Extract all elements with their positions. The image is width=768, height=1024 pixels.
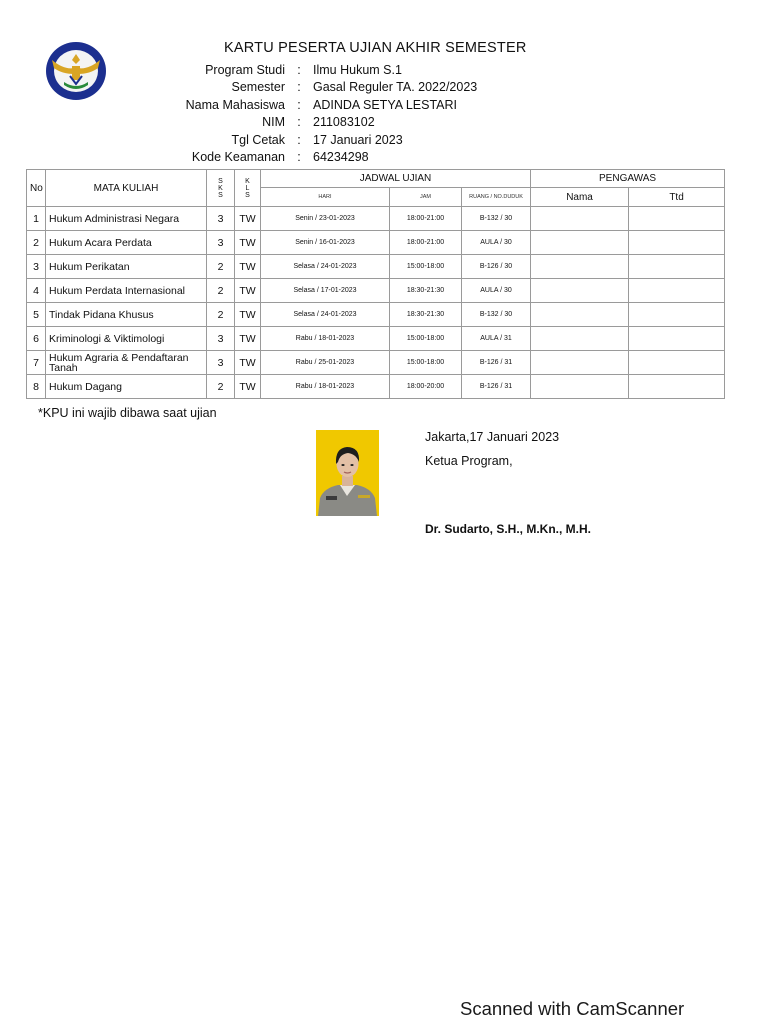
cell-hari: Rabu / 18-01-2023 [261,327,390,351]
table-row [27,231,725,255]
info-colon: : [297,132,301,147]
info-value: ADINDA SETYA LESTARI [313,97,458,112]
info-value: 64234298 [313,149,369,164]
cell-ruang: AULA / 30 [462,279,531,303]
header-sks [207,170,235,207]
header-kls-char: K [245,177,250,185]
cell-pengawas-nama [531,351,629,375]
info-value: Gasal Reguler TA. 2022/2023 [313,80,478,95]
cell-hari: Selasa / 17-01-2023 [261,279,390,303]
info-label: Tgl Cetak [231,132,285,147]
cell-pengawas-nama [531,327,629,351]
info-value: 17 Januari 2023 [313,132,403,147]
info-row-kode [150,149,477,166]
info-label: Kode Keamanan [191,149,285,164]
cell-sks: 2 [207,279,235,303]
cell-kls: TW [235,207,261,231]
note-text: *KPU ini wajib dibawa saat ujian [38,406,217,420]
info-colon: : [297,97,301,112]
info-row-semester [150,79,477,96]
header-jam: JAM [390,188,462,207]
cell-sks: 2 [207,255,235,279]
cell-no: 1 [27,207,46,231]
header-hari: HARI [261,188,390,207]
cell-no: 7 [27,351,46,375]
cell-hari: Senin / 23-01-2023 [261,207,390,231]
cell-ruang: B-126 / 30 [462,255,531,279]
table-row [27,351,725,375]
student-info [150,62,477,166]
cell-sks: 3 [207,231,235,255]
cell-pengawas-nama [531,375,629,399]
cell-pengawas-nama [531,231,629,255]
cell-sks: 3 [207,351,235,375]
table-row [27,207,725,231]
cell-pengawas-nama [531,303,629,327]
cell-pengawas-ttd [629,207,725,231]
cell-kls: TW [235,351,261,375]
cell-mata-kuliah: Tindak Pidana Khusus [46,303,207,327]
cell-hari: Selasa / 24-01-2023 [261,255,390,279]
table-row [27,255,725,279]
header-jadwal-ujian: JADWAL UJIAN [261,170,531,188]
info-colon: : [297,149,301,164]
cell-jam: 18:30-21:30 [390,279,462,303]
header-no: No [27,170,46,207]
cell-pengawas-nama [531,255,629,279]
camscanner-watermark: Scanned with CamScanner [460,998,685,1019]
table-row [27,303,725,327]
cell-pengawas-ttd [629,231,725,255]
cell-pengawas-ttd [629,303,725,327]
info-label: Nama Mahasiswa [185,97,285,112]
info-value: Ilmu Hukum S.1 [313,63,402,77]
info-label: Program Studi [205,63,285,77]
cell-jam: 18:30-21:30 [390,303,462,327]
cell-kls: TW [235,303,261,327]
cell-jam: 18:00-20:00 [390,375,462,399]
cell-no: 4 [27,279,46,303]
cell-pengawas-ttd [629,255,725,279]
info-colon: : [297,63,301,77]
cell-no: 5 [27,303,46,327]
table-row [27,279,725,303]
cell-no: 2 [27,231,46,255]
cell-ruang: B-132 / 30 [462,303,531,327]
cell-ruang: AULA / 30 [462,231,531,255]
info-row-nama [150,97,477,114]
cell-sks: 2 [207,375,235,399]
table-row [27,375,725,399]
cell-hari: Selasa / 24-01-2023 [261,303,390,327]
info-colon: : [297,80,301,95]
cell-no: 8 [27,375,46,399]
student-photo [316,430,379,516]
cell-pengawas-ttd [629,351,725,375]
header-sks-char: S [218,177,223,185]
header-pengawas: PENGAWAS [531,170,725,188]
exam-schedule-table [26,169,725,399]
cell-kls: TW [235,255,261,279]
info-label: Semester [231,80,285,95]
cell-kls: TW [235,327,261,351]
cell-ruang: B-126 / 31 [462,375,531,399]
header-ttd: Ttd [629,188,725,207]
cell-hari: Rabu / 18-01-2023 [261,375,390,399]
card-title: KARTU PESERTA UJIAN AKHIR SEMESTER [224,40,527,56]
cell-ruang: AULA / 31 [462,327,531,351]
cell-kls: TW [235,231,261,255]
cell-jam: 18:00-21:00 [390,207,462,231]
cell-kls: TW [235,375,261,399]
cell-mata-kuliah: Hukum Perikatan [46,255,207,279]
cell-pengawas-ttd [629,279,725,303]
cell-ruang: B-126 / 31 [462,351,531,375]
info-row-tgl-cetak [150,132,477,149]
university-eagle-emblem-icon [44,40,108,102]
signature-city-date: Jakarta,17 Januari 2023 [425,430,560,444]
cell-kls: TW [235,279,261,303]
cell-no: 3 [27,255,46,279]
cell-sks: 3 [207,207,235,231]
header-sks-char: S [218,191,223,199]
header-nama: Nama [531,188,629,207]
cell-mata-kuliah: Hukum Perdata Internasional [46,279,207,303]
cell-hari: Rabu / 25-01-2023 [261,351,390,375]
cell-hari: Senin / 16-01-2023 [261,231,390,255]
info-row-nim [150,114,477,131]
cell-pengawas-nama [531,279,629,303]
info-row-program [150,62,477,79]
cell-pengawas-ttd [629,327,725,351]
cell-mata-kuliah: Hukum Agraria & Pendaftaran Tanah [46,351,207,375]
signature-role: Ketua Program, [425,454,513,468]
cell-pengawas-ttd [629,375,725,399]
cell-ruang: B-132 / 30 [462,207,531,231]
cell-mata-kuliah: Hukum Acara Perdata [46,231,207,255]
cell-sks: 2 [207,303,235,327]
cell-sks: 3 [207,327,235,351]
header-ruang: RUANG / NO.DUDUK [462,188,531,207]
header-kls [235,170,261,207]
cell-mata-kuliah: Hukum Administrasi Negara [46,207,207,231]
header-mata-kuliah: MATA KULIAH [46,170,207,207]
cell-jam: 15:00-18:00 [390,351,462,375]
cell-jam: 15:00-18:00 [390,255,462,279]
cell-jam: 15:00-18:00 [390,327,462,351]
header-kls-char: L [245,184,250,192]
cell-pengawas-nama [531,207,629,231]
header-sks-char: K [218,184,223,192]
header-kls-char: S [245,191,250,199]
cell-jam: 18:00-21:00 [390,231,462,255]
cell-mata-kuliah: Kriminologi & Viktimologi [46,327,207,351]
cell-mata-kuliah: Hukum Dagang [46,375,207,399]
info-label: NIM [262,115,285,130]
info-value: 211083102 [313,115,375,130]
info-colon: : [297,115,301,130]
table-row [27,327,725,351]
signature-name: Dr. Sudarto, S.H., M.Kn., M.H. [425,522,592,536]
cell-no: 6 [27,327,46,351]
